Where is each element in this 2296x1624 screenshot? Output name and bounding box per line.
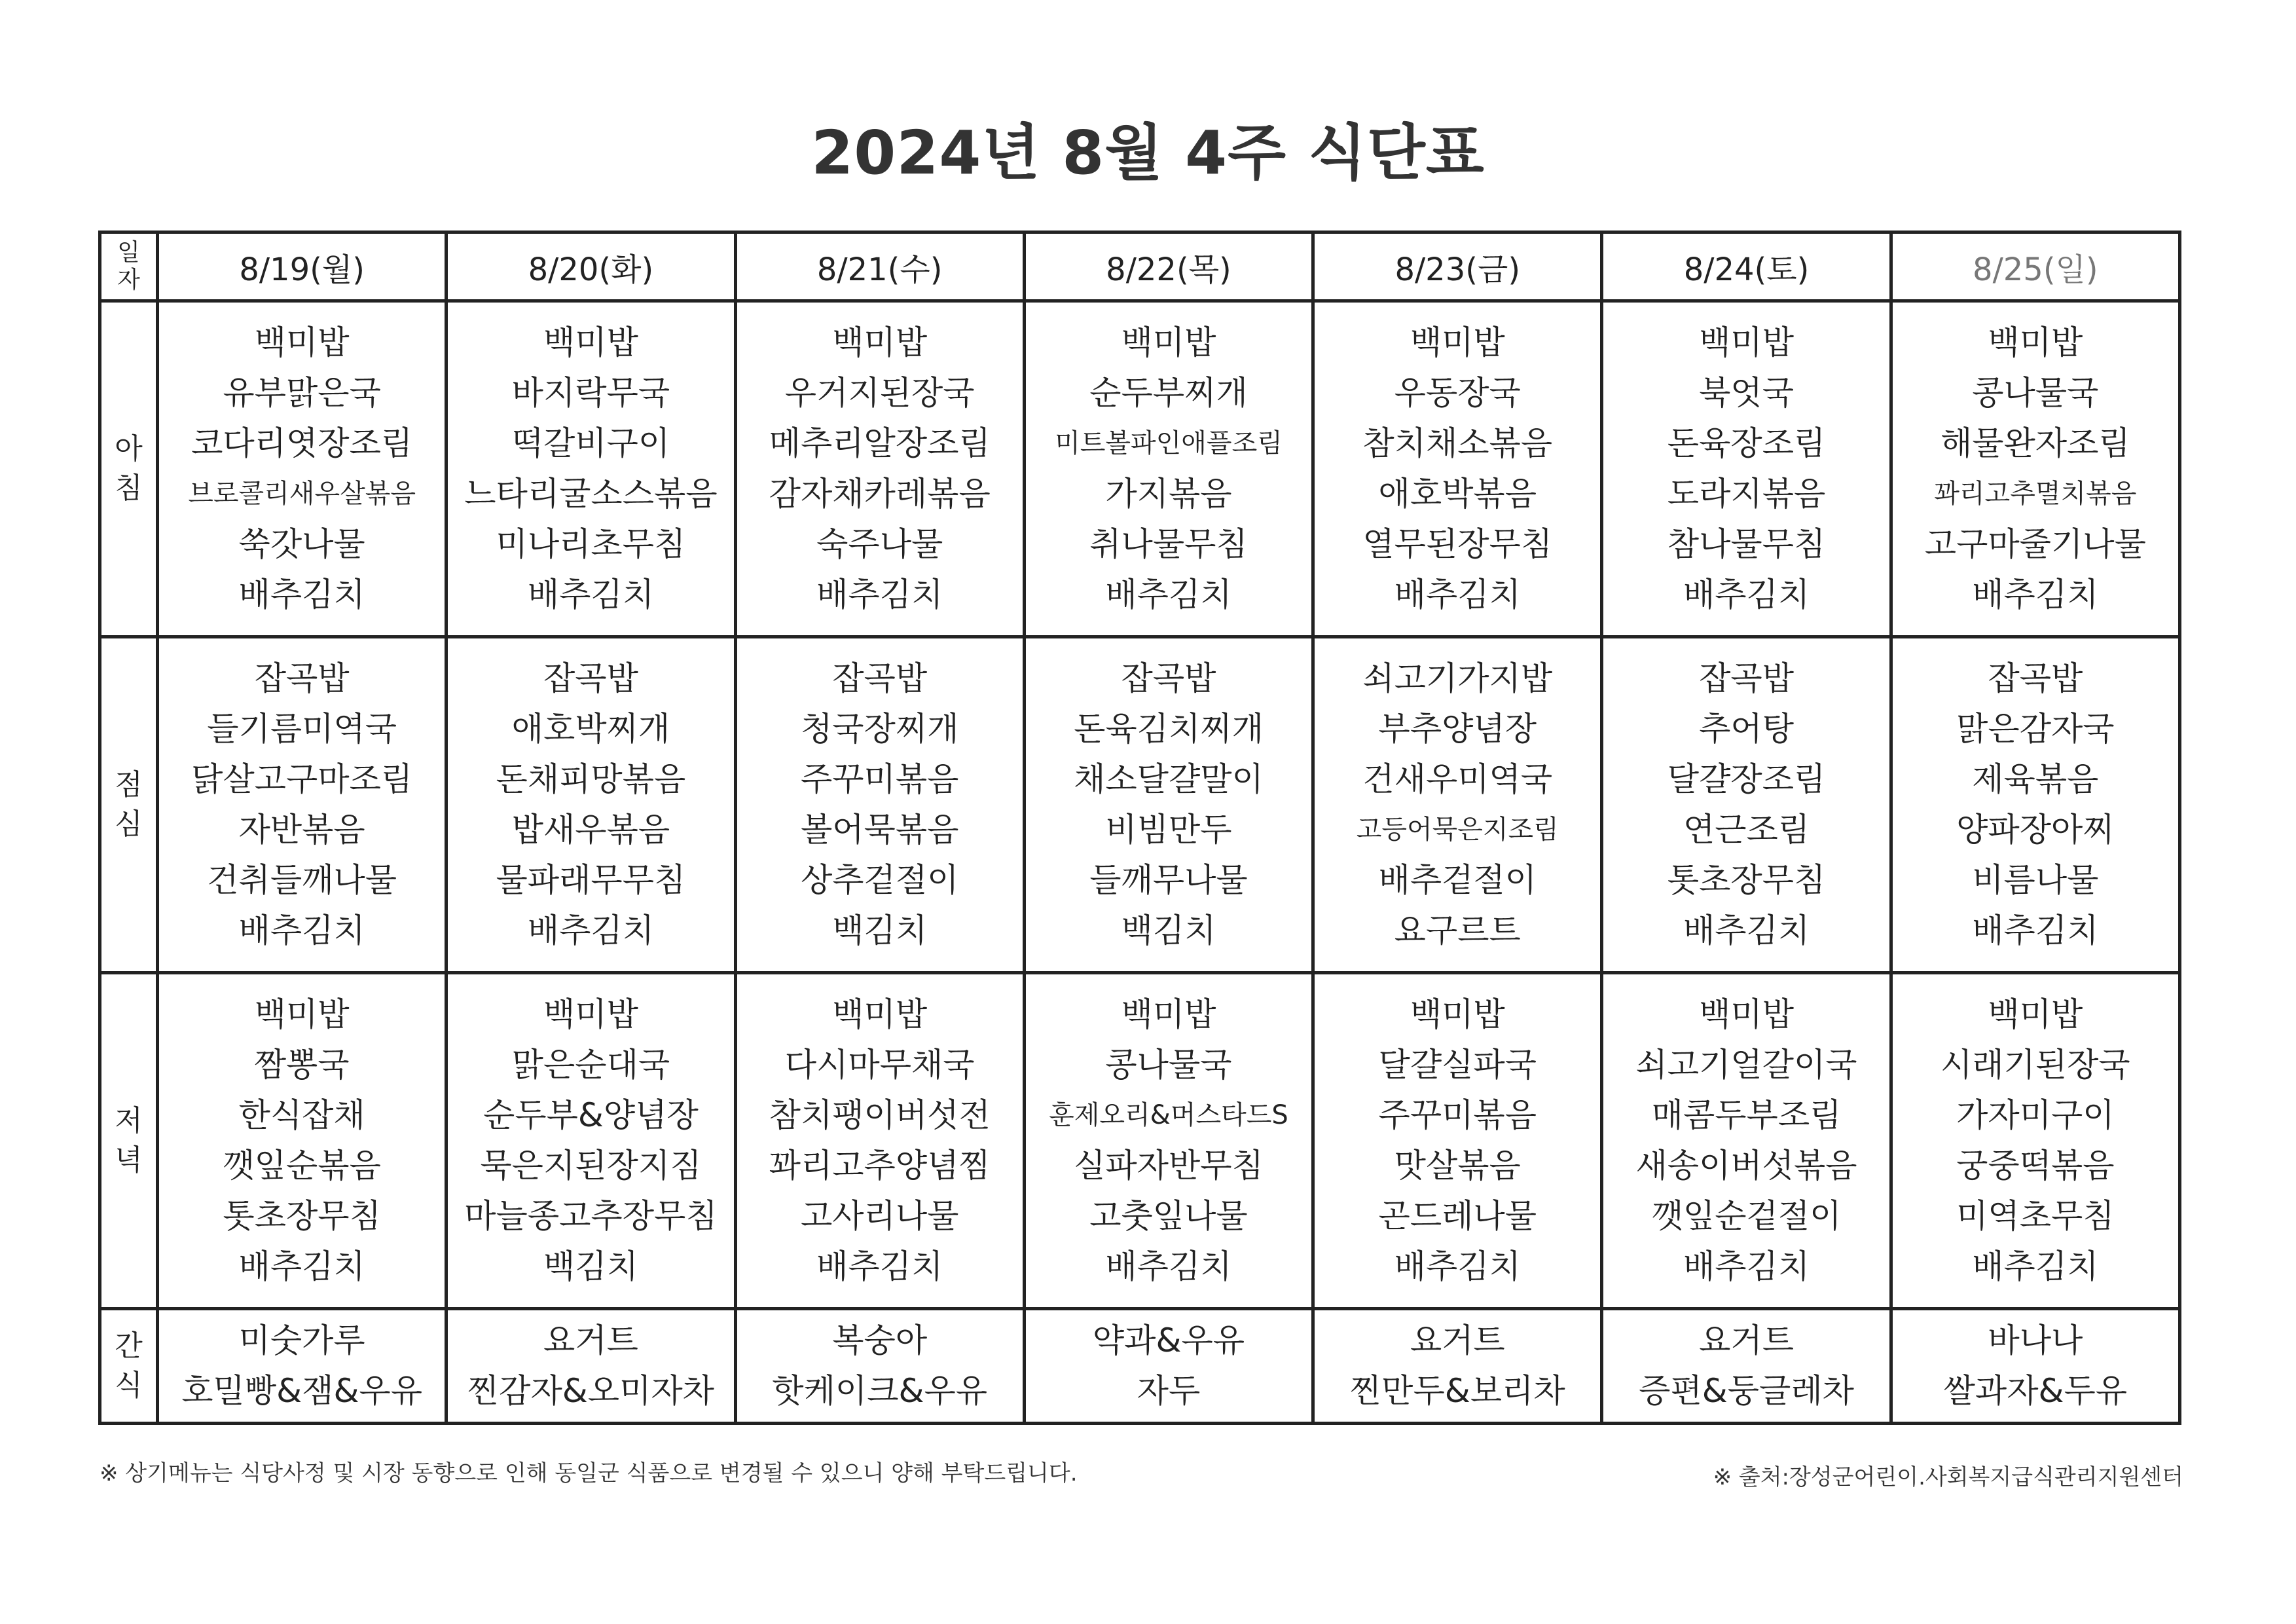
snack-cell [1891, 1309, 2179, 1424]
menu-item: 배추김치 [1683, 576, 1810, 614]
menu-item: 맑은순대국 [511, 1046, 670, 1084]
menu-item: 배추김치 [238, 1247, 365, 1285]
menu-item: 물파래무무침 [496, 861, 686, 899]
menu-item: 핫케이크&우유 [772, 1372, 988, 1410]
menu-item: 볼어묵볶음 [800, 811, 959, 849]
menu-item: 돈육장조림 [1667, 424, 1826, 462]
menu-item: 콩나물국 [1105, 1046, 1232, 1084]
menu-item: 달걀장조림 [1667, 760, 1826, 798]
breakfast-cell [1891, 301, 2179, 637]
menu-item: 배추김치 [1394, 576, 1521, 614]
breakfast-row [100, 301, 2180, 637]
menu-item: 느타리굴소스볶음 [464, 475, 718, 513]
menu-item: 백미밥 [543, 995, 638, 1033]
menu-item: 쇠고기얼갈이국 [1635, 1046, 1857, 1084]
menu-item: 새송이버섯볶음 [1635, 1147, 1857, 1185]
menu-item: 배추김치 [1683, 912, 1810, 950]
breakfast-cell [158, 301, 446, 637]
snack-label: 간 식 [100, 1309, 158, 1424]
dinner-cell [735, 973, 1024, 1309]
dinner-cell [1313, 973, 1602, 1309]
menu-item: 백김치 [1121, 912, 1216, 950]
breakfast-label: 아 침 [100, 301, 158, 637]
menu-item: 쇠고기가지밥 [1362, 659, 1553, 697]
menu-item: 브로콜리새우살볶음 [188, 479, 416, 509]
menu-item: 열무된장무침 [1362, 525, 1553, 563]
day-header-thu: 8/22(목) [1024, 232, 1313, 301]
menu-item: 고춧잎나물 [1089, 1197, 1248, 1235]
menu-item: 찐만두&보리차 [1349, 1372, 1565, 1410]
dinner-cell [1891, 973, 2179, 1309]
lunch-cell [1602, 637, 1891, 973]
meal-plan-table [98, 231, 2181, 1425]
menu-item: 비름나물 [1972, 861, 2099, 899]
menu-item: 배추김치 [816, 576, 943, 614]
menu-item: 백미밥 [1410, 995, 1505, 1033]
menu-item: 배추김치 [1972, 576, 2099, 614]
day-header-sun: 8/25(일) [1891, 232, 2179, 301]
snack-cell [1313, 1309, 1602, 1424]
menu-item: 매콤두부조림 [1651, 1096, 1842, 1134]
menu-item: 코다리엿장조림 [191, 424, 413, 462]
menu-item: 제육볶음 [1972, 760, 2099, 798]
menu-item: 배추김치 [1105, 576, 1232, 614]
menu-item: 애호박볶음 [1378, 475, 1537, 513]
menu-item: 약과&우유 [1092, 1321, 1245, 1359]
menu-item: 톳초장무침 [1667, 861, 1826, 899]
menu-item: 감자채카레볶음 [769, 475, 991, 513]
menu-item: 취나물무침 [1089, 525, 1248, 563]
menu-item: 다시마무채국 [784, 1046, 975, 1084]
menu-item: 미트볼파인애플조림 [1055, 428, 1283, 458]
snack-row [100, 1309, 2180, 1424]
menu-item: 도라지볶음 [1667, 475, 1826, 513]
menu-item: 백미밥 [1699, 995, 1794, 1033]
menu-item: 주꾸미볶음 [1378, 1096, 1537, 1134]
menu-item: 마늘종고추장무침 [464, 1197, 718, 1235]
menu-item: 고구마줄기나물 [1924, 525, 2146, 563]
snack-cell [1602, 1309, 1891, 1424]
menu-item: 찐감자&오미자차 [467, 1372, 714, 1410]
menu-item: 양파장아찌 [1956, 811, 2115, 849]
menu-item: 백미밥 [832, 323, 928, 361]
day-header-tue: 8/20(화) [446, 232, 735, 301]
menu-item: 배추김치 [1105, 1247, 1232, 1285]
menu-item: 요거트 [543, 1321, 638, 1359]
menu-item: 깻잎순볶음 [223, 1147, 381, 1185]
menu-item: 요거트 [1410, 1321, 1505, 1359]
menu-item: 배추겉절이 [1378, 861, 1537, 899]
menu-item: 실파자반무침 [1074, 1147, 1264, 1185]
lunch-cell [1313, 637, 1602, 973]
menu-item: 달걀실파국 [1378, 1046, 1537, 1084]
menu-item: 배추김치 [1683, 1247, 1810, 1285]
menu-item: 맑은감자국 [1956, 710, 2115, 748]
menu-item: 훈제오리&머스타드S [1049, 1100, 1288, 1130]
breakfast-cell [1313, 301, 1602, 637]
breakfast-cell [1602, 301, 1891, 637]
menu-item: 가지볶음 [1105, 475, 1232, 513]
menu-item: 꽈리고추멸치볶음 [1934, 479, 2137, 509]
menu-item: 쑥갓나물 [238, 525, 365, 563]
lunch-row [100, 637, 2180, 973]
menu-item: 고사리나물 [800, 1197, 959, 1235]
menu-item: 북엇국 [1699, 374, 1794, 412]
menu-item: 애호박찌개 [511, 710, 670, 748]
menu-item: 묵은지된장지짐 [480, 1147, 702, 1185]
menu-item: 순두부&양념장 [483, 1096, 699, 1134]
menu-item: 잡곡밥 [543, 659, 638, 697]
menu-item: 잡곡밥 [832, 659, 928, 697]
menu-item: 해물완자조림 [1940, 424, 2130, 462]
menu-item: 돈육김치찌개 [1074, 710, 1264, 748]
menu-item: 배추김치 [238, 912, 365, 950]
menu-item: 호밀빵&잼&우유 [181, 1372, 423, 1410]
menu-item: 우거지된장국 [784, 374, 975, 412]
source-note: ※ 출처:장성군어린이.사회복지급식관리지원센터 [1713, 1464, 2183, 1490]
menu-item: 배추김치 [1394, 1247, 1521, 1285]
breakfast-cell [446, 301, 735, 637]
menu-item: 백미밥 [1121, 323, 1216, 361]
lunch-label: 점 심 [100, 637, 158, 973]
page-title: 2024년 8월 4주 식단표 [811, 118, 1485, 188]
menu-item: 배추김치 [527, 912, 655, 950]
menu-item: 고등어묵은지조림 [1356, 815, 1559, 845]
menu-item: 백미밥 [1988, 323, 2083, 361]
menu-item: 가자미구이 [1956, 1096, 2115, 1134]
menu-item: 백미밥 [254, 995, 350, 1033]
lunch-cell [735, 637, 1024, 973]
menu-item: 배추김치 [527, 576, 655, 614]
dinner-cell [446, 973, 735, 1309]
menu-item: 참치팽이버섯전 [769, 1096, 991, 1134]
menu-item: 닭살고구마조림 [191, 760, 413, 798]
menu-item: 참치채소볶음 [1362, 424, 1553, 462]
menu-item: 들기름미역국 [207, 710, 397, 748]
menu-item: 백미밥 [543, 323, 638, 361]
menu-item: 잡곡밥 [1121, 659, 1216, 697]
menu-item: 미역초무침 [1956, 1197, 2115, 1235]
menu-item: 미숫가루 [238, 1321, 365, 1359]
day-header-wed: 8/21(수) [735, 232, 1024, 301]
menu-item: 바지락무국 [511, 374, 670, 412]
dinner-cell [158, 973, 446, 1309]
menu-item: 비빔만두 [1105, 811, 1232, 849]
menu-item: 톳초장무침 [223, 1197, 381, 1235]
day-header-sat: 8/24(토) [1602, 232, 1891, 301]
lunch-cell [158, 637, 446, 973]
menu-item: 콩나물국 [1972, 374, 2099, 412]
menu-item: 백김치 [832, 912, 928, 950]
menu-item: 깻잎순겉절이 [1651, 1197, 1842, 1235]
menu-item: 상추겉절이 [800, 861, 959, 899]
menu-item: 백미밥 [1988, 995, 2083, 1033]
menu-item: 우동장국 [1394, 374, 1521, 412]
menu-item: 자두 [1137, 1372, 1201, 1410]
menu-item: 숙주나물 [816, 525, 943, 563]
menu-item: 잡곡밥 [1699, 659, 1794, 697]
menu-item: 채소달걀말이 [1074, 760, 1264, 798]
menu-item: 증편&둥글레차 [1639, 1372, 1854, 1410]
menu-item: 쌀과자&두유 [1943, 1372, 2128, 1410]
header-row [100, 232, 2180, 301]
snack-cell [1024, 1309, 1313, 1424]
lunch-cell [446, 637, 735, 973]
menu-item: 미나리초무침 [496, 525, 686, 563]
menu-item: 요구르트 [1394, 912, 1521, 950]
dinner-label: 저 녁 [100, 973, 158, 1309]
snack-cell [446, 1309, 735, 1424]
menu-item: 꽈리고추양념찜 [769, 1147, 991, 1185]
menu-item: 한식잡채 [238, 1096, 365, 1134]
menu-item: 곤드레나물 [1378, 1197, 1537, 1235]
menu-item: 잡곡밥 [1988, 659, 2083, 697]
dinner-row [100, 973, 2180, 1309]
day-header-mon: 8/19(월) [158, 232, 446, 301]
menu-item: 부추양념장 [1378, 710, 1537, 748]
breakfast-cell [1024, 301, 1313, 637]
snack-cell [735, 1309, 1024, 1424]
disclaimer-note: ※ 상기메뉴는 식당사정 및 시장 동향으로 인해 동일군 식품으로 변경될 수 있으니 양해 부탁드립니다. [100, 1460, 1078, 1486]
menu-item: 궁중떡볶음 [1956, 1147, 2115, 1185]
menu-item: 건새우미역국 [1362, 760, 1553, 798]
menu-item: 건취들깨나물 [207, 861, 397, 899]
menu-item: 맛살볶음 [1394, 1147, 1521, 1185]
lunch-cell [1024, 637, 1313, 973]
menu-item: 백미밥 [832, 995, 928, 1033]
menu-item: 메추리알장조림 [769, 424, 991, 462]
meal-rows [100, 301, 2180, 1424]
date-header-label: 일 자 [100, 232, 158, 301]
menu-item: 참나물무침 [1667, 525, 1826, 563]
menu-item: 유부맑은국 [223, 374, 381, 412]
menu-item: 순두부찌개 [1089, 374, 1248, 412]
menu-item: 배추김치 [238, 576, 365, 614]
menu-item: 돈채피망볶음 [496, 760, 686, 798]
menu-item: 백미밥 [1410, 323, 1505, 361]
lunch-cell [1891, 637, 2179, 973]
menu-item: 배추김치 [1972, 1247, 2099, 1285]
snack-cell [158, 1309, 446, 1424]
menu-item: 떡갈비구이 [511, 424, 670, 462]
menu-item: 배추김치 [816, 1247, 943, 1285]
menu-item: 연근조림 [1683, 811, 1810, 849]
breakfast-cell [735, 301, 1024, 637]
menu-item: 배추김치 [1972, 912, 2099, 950]
day-header-fri: 8/23(금) [1313, 232, 1602, 301]
menu-item: 백미밥 [1699, 323, 1794, 361]
menu-item: 추어탕 [1699, 710, 1794, 748]
menu-item: 잡곡밥 [254, 659, 350, 697]
menu-item: 요거트 [1699, 1321, 1794, 1359]
menu-item: 백미밥 [254, 323, 350, 361]
menu-item: 바나나 [1988, 1321, 2083, 1359]
menu-item: 주꾸미볶음 [800, 760, 959, 798]
menu-item: 밥새우볶음 [511, 811, 670, 849]
menu-item: 백미밥 [1121, 995, 1216, 1033]
dinner-cell [1602, 973, 1891, 1309]
menu-item: 백김치 [543, 1247, 638, 1285]
menu-item: 복숭아 [832, 1321, 928, 1359]
menu-item: 짬뽕국 [254, 1046, 350, 1084]
dinner-cell [1024, 973, 1313, 1309]
menu-item: 자반볶음 [238, 811, 365, 849]
menu-item: 청국장찌개 [800, 710, 959, 748]
menu-item: 들깨무나물 [1089, 861, 1248, 899]
menu-item: 시래기된장국 [1940, 1046, 2130, 1084]
